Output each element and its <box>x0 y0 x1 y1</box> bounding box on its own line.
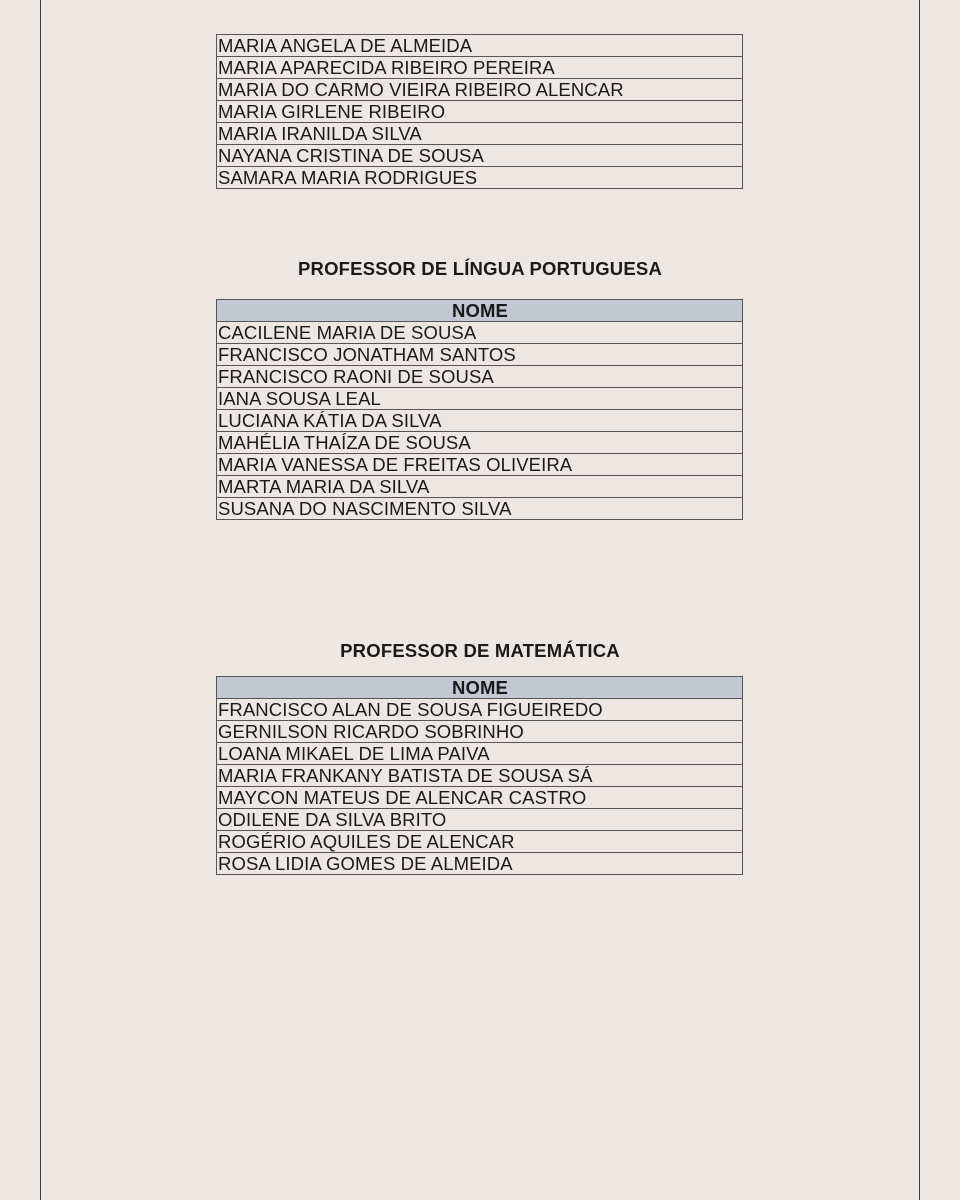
name-cell: MARIA IRANILDA SILVA <box>217 123 743 145</box>
table-row <box>217 410 743 432</box>
table-row <box>217 699 743 721</box>
table-row <box>217 145 743 167</box>
names-table-lingua-portuguesa <box>216 299 743 520</box>
table-row <box>217 366 743 388</box>
name-cell: FRANCISCO RAONI DE SOUSA <box>217 366 743 388</box>
table-row <box>217 432 743 454</box>
name-cell: MAYCON MATEUS DE ALENCAR CASTRO <box>217 787 743 809</box>
table-row <box>217 721 743 743</box>
table-row <box>217 809 743 831</box>
name-cell: MAHÉLIA THAÍZA DE SOUSA <box>217 432 743 454</box>
table-row <box>217 388 743 410</box>
table-row <box>217 123 743 145</box>
table-row <box>217 498 743 520</box>
column-header-nome: NOME <box>217 300 743 322</box>
table-row <box>217 344 743 366</box>
name-cell: LUCIANA KÁTIA DA SILVA <box>217 410 743 432</box>
section-title-matematica: PROFESSOR DE MATEMÁTICA <box>340 640 620 661</box>
table-row <box>217 743 743 765</box>
table-row <box>217 57 743 79</box>
table-row <box>217 35 743 57</box>
name-cell: MARIA GIRLENE RIBEIRO <box>217 101 743 123</box>
name-cell: LOANA MIKAEL DE LIMA PAIVA <box>217 743 743 765</box>
name-cell: FRANCISCO ALAN DE SOUSA FIGUEIREDO <box>217 699 743 721</box>
name-cell: CACILENE MARIA DE SOUSA <box>217 322 743 344</box>
table-row <box>217 765 743 787</box>
column-header-nome: NOME <box>217 677 743 699</box>
name-cell: SAMARA MARIA RODRIGUES <box>217 167 743 189</box>
name-cell: MARIA FRANKANY BATISTA DE SOUSA SÁ <box>217 765 743 787</box>
name-cell: MARIA ANGELA DE ALMEIDA <box>217 35 743 57</box>
table-header-row <box>217 300 743 322</box>
name-cell: MARTA MARIA DA SILVA <box>217 476 743 498</box>
name-cell: GERNILSON RICARDO SOBRINHO <box>217 721 743 743</box>
name-cell: MARIA DO CARMO VIEIRA RIBEIRO ALENCAR <box>217 79 743 101</box>
table-row <box>217 167 743 189</box>
name-cell: MARIA VANESSA DE FREITAS OLIVEIRA <box>217 454 743 476</box>
table-row <box>217 476 743 498</box>
name-cell: NAYANA CRISTINA DE SOUSA <box>217 145 743 167</box>
table-row <box>217 79 743 101</box>
table-row <box>217 787 743 809</box>
name-cell: ROGÉRIO AQUILES DE ALENCAR <box>217 831 743 853</box>
names-table-continued <box>216 34 743 189</box>
names-table-matematica <box>216 676 743 875</box>
table-header-row <box>217 677 743 699</box>
name-cell: ROSA LIDIA GOMES DE ALMEIDA <box>217 853 743 875</box>
page-border-left <box>40 0 41 1200</box>
name-cell: SUSANA DO NASCIMENTO SILVA <box>217 498 743 520</box>
page-border-right <box>919 0 920 1200</box>
name-cell: FRANCISCO JONATHAM SANTOS <box>217 344 743 366</box>
name-cell: MARIA APARECIDA RIBEIRO PEREIRA <box>217 57 743 79</box>
table-row <box>217 322 743 344</box>
table-row <box>217 454 743 476</box>
section-title-lingua-portuguesa: PROFESSOR DE LÍNGUA PORTUGUESA <box>297 258 663 279</box>
name-cell: ODILENE DA SILVA BRITO <box>217 809 743 831</box>
table-row <box>217 853 743 875</box>
table-row <box>217 101 743 123</box>
name-cell: IANA SOUSA LEAL <box>217 388 743 410</box>
table-row <box>217 831 743 853</box>
